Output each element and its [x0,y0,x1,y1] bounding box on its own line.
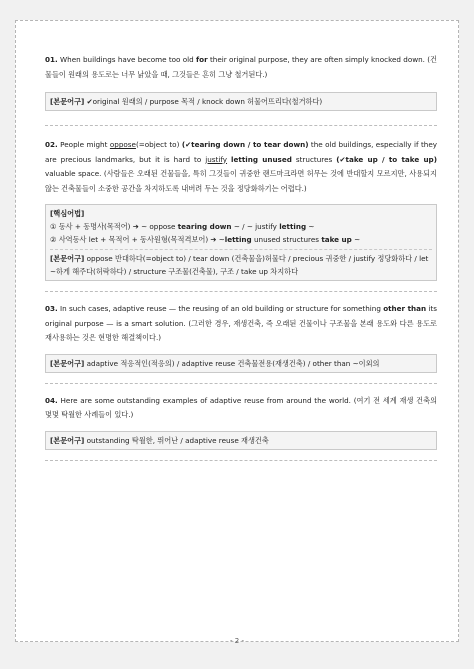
vocab-tag: [본문어구] [50,254,85,263]
sentence-text: In such cases, adaptive reuse — the reusing of an old building or structure for something [60,304,384,313]
core-tag: [핵심어법] [50,209,85,218]
sentence-03 [45,302,437,346]
grammar-point: other than [383,304,427,313]
core-item-1 [50,220,432,233]
sentence-number: 03. [45,304,58,313]
core-bold: letting [224,235,252,244]
vocab-text: oppose 반대하다(=object to) / tear down (건축물을)허물다 / precious 귀중한 / justify 정당화하다 / let ~하게 해주다(허락하다) / structure 구조물(건축물), 구조 / take up 차지하다 [50,254,429,276]
sentence-02 [45,138,437,196]
grammar-choice: (✔take up / to take up) [336,154,437,164]
sentence-text: People might [60,140,110,149]
page-number: - 2 - [230,637,244,645]
core-text: ~ [351,235,361,244]
core-item-2 [50,233,432,246]
core-text: ~ [306,222,315,231]
vocab-box-01 [45,92,437,111]
vocab-tag: [본문어구] [50,358,85,368]
core-text: ① 동사 + 동명사(목적어) ➔ ~ oppose [50,222,178,231]
core-text: ~ / ~ justify [231,222,280,231]
sentence-text: their original purpose, they are often simply knocked down. (건물들이 원래의 용도로는 너무 낡았을 때, 그것들은 흔히 그냥 철거된다.) [45,55,437,79]
core-bold: tearing down [177,222,232,231]
page-content [45,53,437,461]
core-bold: letting [279,222,307,231]
sentence-04 [45,394,437,423]
grammar-choice: (✔tearing down / to tear down) [181,140,309,149]
divider [45,460,437,461]
divider [45,291,437,292]
vocab-box-03 [45,354,437,373]
divider [45,383,437,384]
sentence-01 [45,53,437,82]
vocab-box-04 [45,431,437,450]
vocab-text: ✔original 원래의 / purpose 목적 / knock down 허물어뜨리다(철거하다) [84,97,323,106]
vocab-text: adaptive 적응적인(적응의) / adaptive reuse 건축물전용(재생건축) / other than ~이외의 [84,358,380,368]
underlined-word: justify [205,154,228,164]
vocab-tag: [본문어구] [50,435,85,445]
divider [45,125,437,126]
sentence-number: 04. [45,395,58,405]
grammar-box-02 [45,204,437,281]
vocab-line [50,252,432,278]
sentence-text: When buildings have become too old [60,55,197,64]
sentence-number: 02. [45,140,58,149]
core-text: ② 사역동사 let + 목적어 + 동사원형(목적격보어) ➔ ~ [50,235,225,244]
sentence-number: 01. [45,55,58,64]
document-page [15,20,459,642]
underlined-word: oppose [109,140,136,149]
sentence-text: valuable space. (사람들은 오래된 건물들을, 특히 그것들이 귀중한 랜드마크라면 허무는 것에 반대할지 모르지만, 사용되지 않는 건축물들이 소중한 공간을 차지하도록 내버려 두는 것을 정당화하기는 어렵다.) [45,169,437,193]
sentence-text: Here are some outstanding examples of adaptive reuse from around the world. (여기 전 세계 재생 건축의 몇몇 탁월한 사례들이 있다.) [45,395,437,419]
sentence-text: (=object to) [135,140,182,149]
sentence-text: its original purpose — is a smart solution. (그러한 경우, 재생건축, 즉 오래된 건물이나 구조물을 본래 용도와 다른 용도로 재사용하는 것은 현명한 해결책이다.) [45,304,437,342]
grammar-point: for [196,55,208,64]
sentence-text: the old buildings, especially if they are precious landmarks, but it is hard to [45,140,437,164]
core-text: unused structures [251,235,322,244]
grammar-point: letting unused [231,154,292,164]
box-divider [50,249,432,250]
vocab-tag: [본문어구] [50,97,85,106]
sentence-text: structures [291,154,337,164]
vocab-text: outstanding 탁월한, 뛰어난 / adaptive reuse 재생건축 [84,435,269,445]
core-bold: take up [321,235,352,244]
